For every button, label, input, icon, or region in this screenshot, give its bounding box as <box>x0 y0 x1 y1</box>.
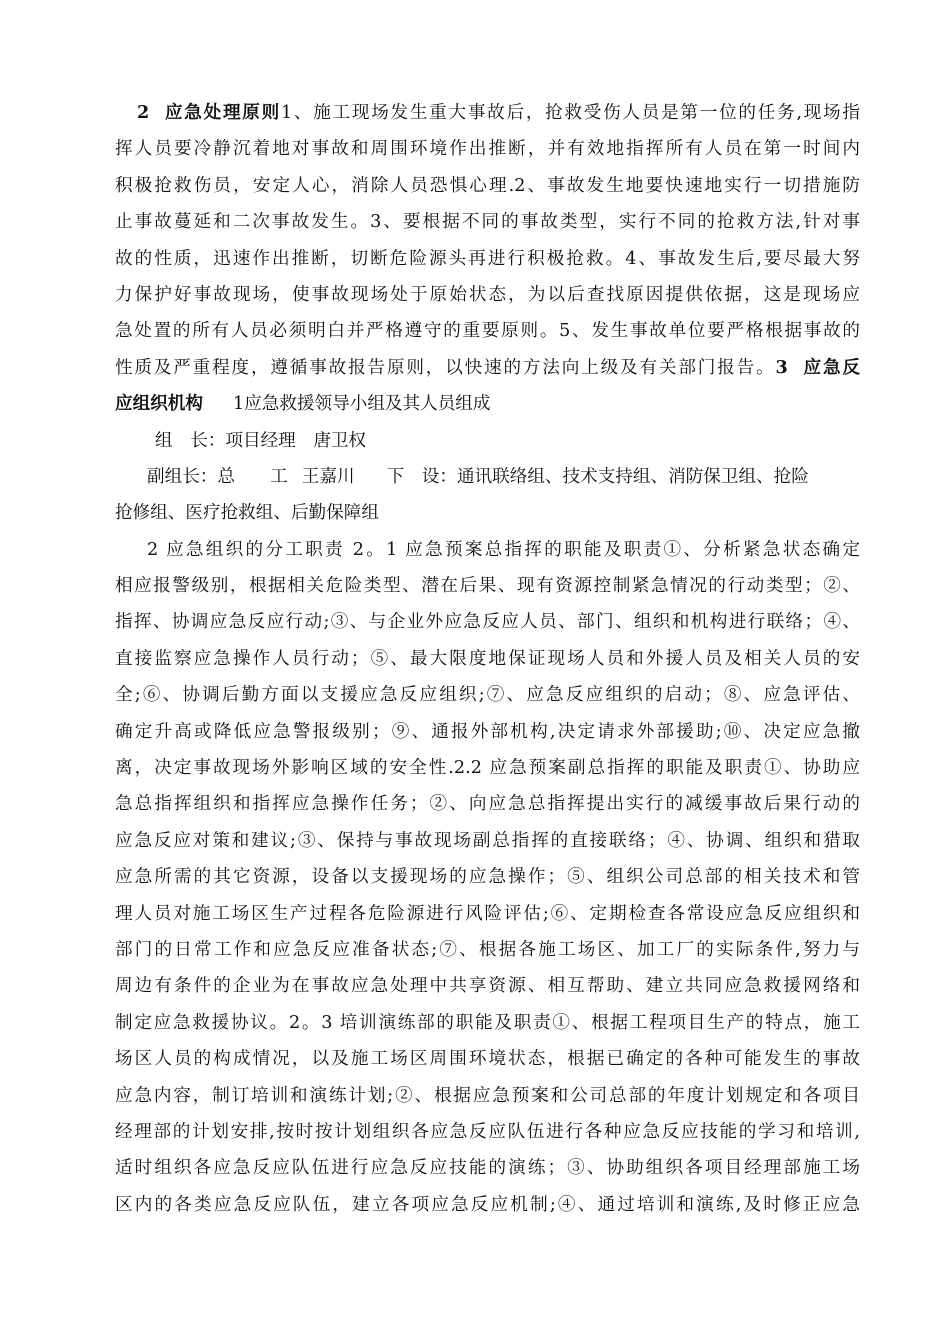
section-3-heading-part2: 应组织机构 <box>115 393 203 415</box>
section-3-number: 3 <box>775 356 788 378</box>
under-label: 下 设： <box>386 466 457 487</box>
body-text-line: 止事故蔓延和二次事故发生。3、要根据不同的事故类型，实行不同的抢救方法,针对事 <box>115 212 860 233</box>
duties-line: 2 应急组织的分工职责 2。1 应急预案总指挥的职能及职责①、分析紧急状态确定 <box>147 539 860 560</box>
deputy-label: 副组长：总 工 <box>147 466 288 487</box>
section-3-heading-part1: 应急反 <box>801 356 860 378</box>
section-3-subheading: 1应急救援领导小组及其人员组成 <box>232 394 491 415</box>
duties-line: 适时组织各应急反应队伍进行应急反应技能的演练；③、协助组织各项目经理部施工场 <box>115 1158 860 1179</box>
body-text-line: 急处置的所有人员必须明白并严格遵守的重要原则。5、发生事故单位要严格根据事故的 <box>115 321 860 342</box>
under-value: 通讯联络组、技术支持组、消防保卫组、抢险 <box>456 466 809 487</box>
roster-deputy <box>115 459 860 495</box>
document-page <box>115 95 860 1223</box>
duties-line: 部门的日常工作和应急反应准备状态;⑦、根据各施工场区、加工厂的实际条件,努力与 <box>115 939 860 960</box>
duties-line: 场区人员的构成情况，以及施工场区周围环境状态，根据已确定的各种可能发生的事故 <box>115 1049 860 1070</box>
section-2-line-1 <box>115 95 860 131</box>
duties-line: 急总指挥组织和指挥应急操作任务；②、向应急总指挥提出实行的减缓事故后果行动的 <box>115 794 860 815</box>
duties-line: 应急内容，制订培训和演练计划;②、根据应急预案和公司总部的年度计划规定和各项目 <box>115 1085 860 1106</box>
duties-line: 指挥、协调应急反应行动;③、与企业外应急反应人员、部门、组织和机构进行联络；④、 <box>115 612 860 633</box>
duties-line: 周边有条件的企业为在事故应急处理中共享资源、相互帮助、建立共同应急救援网络和 <box>115 976 860 997</box>
body-text: 性质及严重程度，遵循事故报告原则，以快速的方法向上级及有关部门报告。 <box>115 357 776 378</box>
duties-line: 区内的各类应急反应队伍，建立各项应急反应机制;④、通过培训和演练,及时修正应急 <box>115 1194 860 1215</box>
duties-line: 全;⑥、协调后勤方面以支援应急反应组织;⑦、应急反应组织的启动；⑧、应急评估、 <box>115 685 860 706</box>
duties-line: 应急所需的其它资源，设备以支援现场的应急操作；⑤、组织公司总部的相关技术和管 <box>115 867 860 888</box>
section-2-text: 1、施工现场发生重大事故后，抢救受伤人员是第一位的任务,现场指 <box>280 103 860 123</box>
deputy-value: 王嘉川 <box>301 466 355 487</box>
duties-line: 离，决定事故现场外影响区域的安全性.2.2 应急预案副总指挥的职能及职责①、协助应 <box>115 758 860 779</box>
duties-line: 制定应急救援协议。2。3 培训演练部的职能及职责①、根据工程项目生产的特点，施工 <box>115 1012 860 1033</box>
section-2-number: 2 <box>137 102 150 123</box>
body-text-line: 积极抢救伤员，安定人心，消除人员恐惧心理.2、事故发生地要快速地实行一切措施防 <box>115 175 860 196</box>
duties-line: 直接监察应急操作人员行动；⑤、最大限度地保证现场人员和外援人员及相关人员的安 <box>115 648 860 669</box>
duties-line: 理人员对施工场区生产过程各危险源进行风险评估;⑥、定期检查各常设应急反应组织和 <box>115 903 860 924</box>
leader-value: 项目经理 唐卫权 <box>225 430 367 451</box>
body-text-line: 力保护好事故现场，使事故现场处于原始状态，为以后查找原因提供依据，这是现场应 <box>115 284 860 305</box>
leader-label: 组 长： <box>155 430 226 451</box>
body-text-line: 挥人员要冷静沉着地对事故和周围环境作出推断，并有效地指挥所有人员在第一时间内 <box>115 139 860 160</box>
duties-line: 应急反应对策和建议;③、保持与事故现场副总指挥的直接联络；④、协调、组织和猎取 <box>115 830 860 851</box>
body-text-line-with-heading <box>115 350 860 386</box>
duties-line: 确定升高或降低应急警报级别；⑨、通报外部机构,决定请求外部援助;⑩、决定应急撤 <box>115 721 860 742</box>
duties-line: 经理部的计划安排,按时按计划组织各应急反应队伍进行各种应急反应技能的学习和培训, <box>115 1121 860 1142</box>
section-2-heading: 应急处理原则 <box>163 102 281 123</box>
section-3-line <box>115 386 860 422</box>
body-text-line: 故的性质，迅速作出推断，切断危险源头再进行积极抢救。4、事故发生后,要尽最大努 <box>115 248 860 269</box>
roster-under-continued: 抢修组、医疗抢救组、后勤保障组 <box>115 503 379 524</box>
roster-leader <box>115 423 860 459</box>
duties-line: 相应报警级别，根据相关危险类型、潜在后果、现有资源控制紧急情况的行动类型；②、 <box>115 576 860 597</box>
